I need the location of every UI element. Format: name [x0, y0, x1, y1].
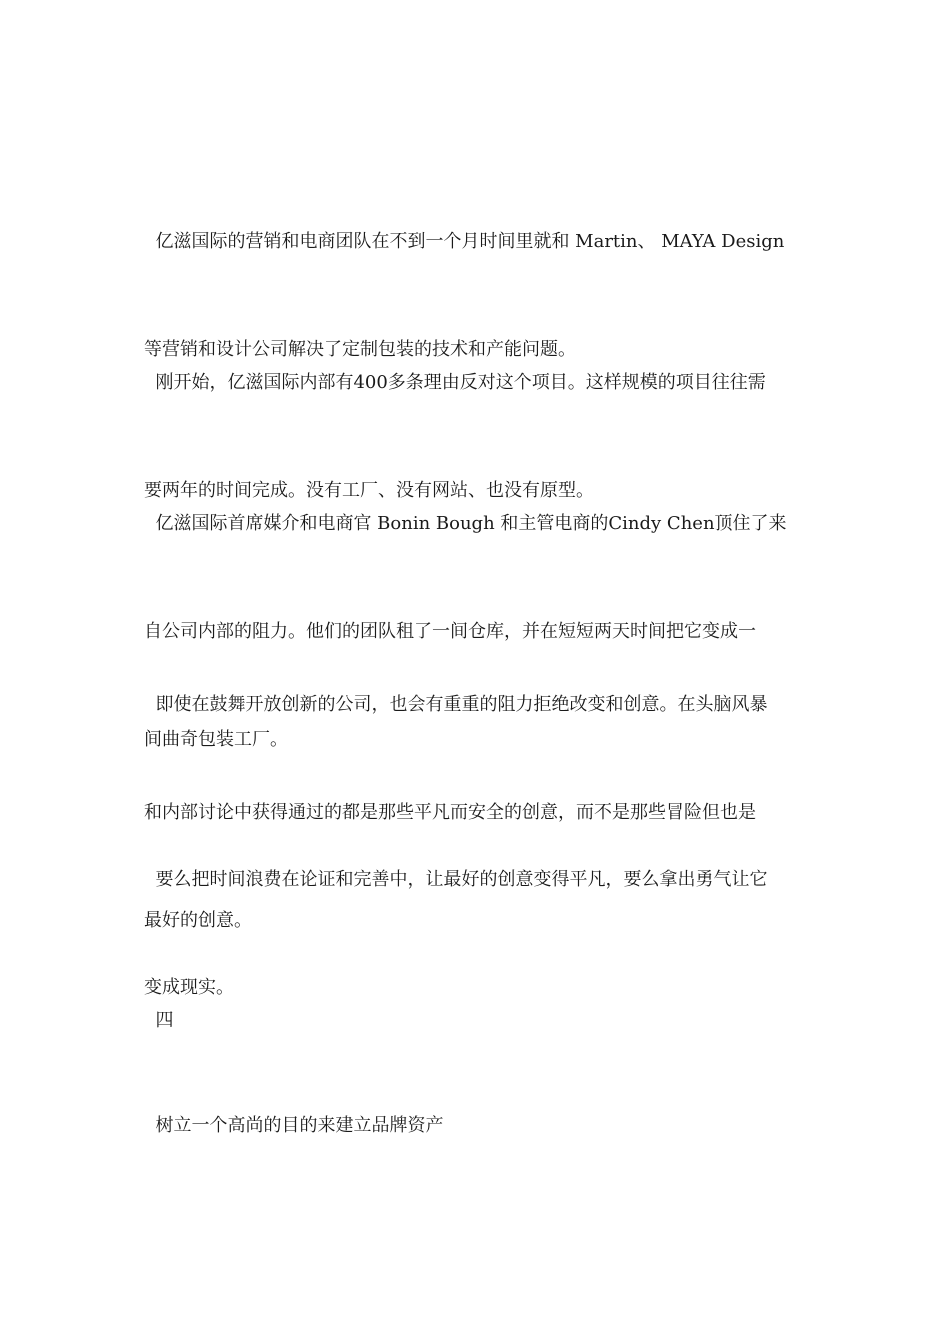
- paragraph-line: 亿滋国际首席媒介和电商官 Bonin Bough 和主管电商的Cindy Chen顶住了来: [144, 513, 787, 534]
- paragraph-line: 树立一个高尚的目的来建立品牌资产: [144, 1115, 444, 1136]
- paragraph-line: 刚开始，亿滋国际内部有400多条理由反对这个项目。这样规模的项目往往需: [144, 372, 766, 393]
- paragraph-line: 即使在鼓舞开放创新的公司，也会有重重的阻力拒绝改变和创意。在头脑风暴: [144, 694, 768, 715]
- paragraph-line: 要两年的时间完成。没有工厂、没有网站、也没有原型。: [144, 480, 594, 501]
- paragraph-line: 亿滋国际的营销和电商团队在不到一个月时间里就和 Martin、 MAYA Design: [144, 231, 785, 252]
- paragraph-line: 要么把时间浪费在论证和完善中，让最好的创意变得平凡，要么拿出勇气让它: [144, 869, 768, 890]
- section-heading: [144, 1036, 808, 1216]
- paragraph-line: 间曲奇包装工厂。: [144, 729, 288, 750]
- paragraph-line: 等营销和设计公司解决了定制包装的技术和产能问题。: [144, 339, 576, 360]
- paragraph-line: 最好的创意。: [144, 910, 252, 931]
- paragraph-line: 和内部讨论中获得通过的都是那些平凡而安全的创意，而不是那些冒险但也是: [144, 802, 756, 823]
- paragraph-line: 变成现实。: [144, 977, 234, 998]
- paragraph-line: 四: [144, 1010, 174, 1031]
- paragraph-line: 自公司内部的阻力。他们的团队租了一间仓库，并在短短两天时间把它变成一: [144, 621, 756, 642]
